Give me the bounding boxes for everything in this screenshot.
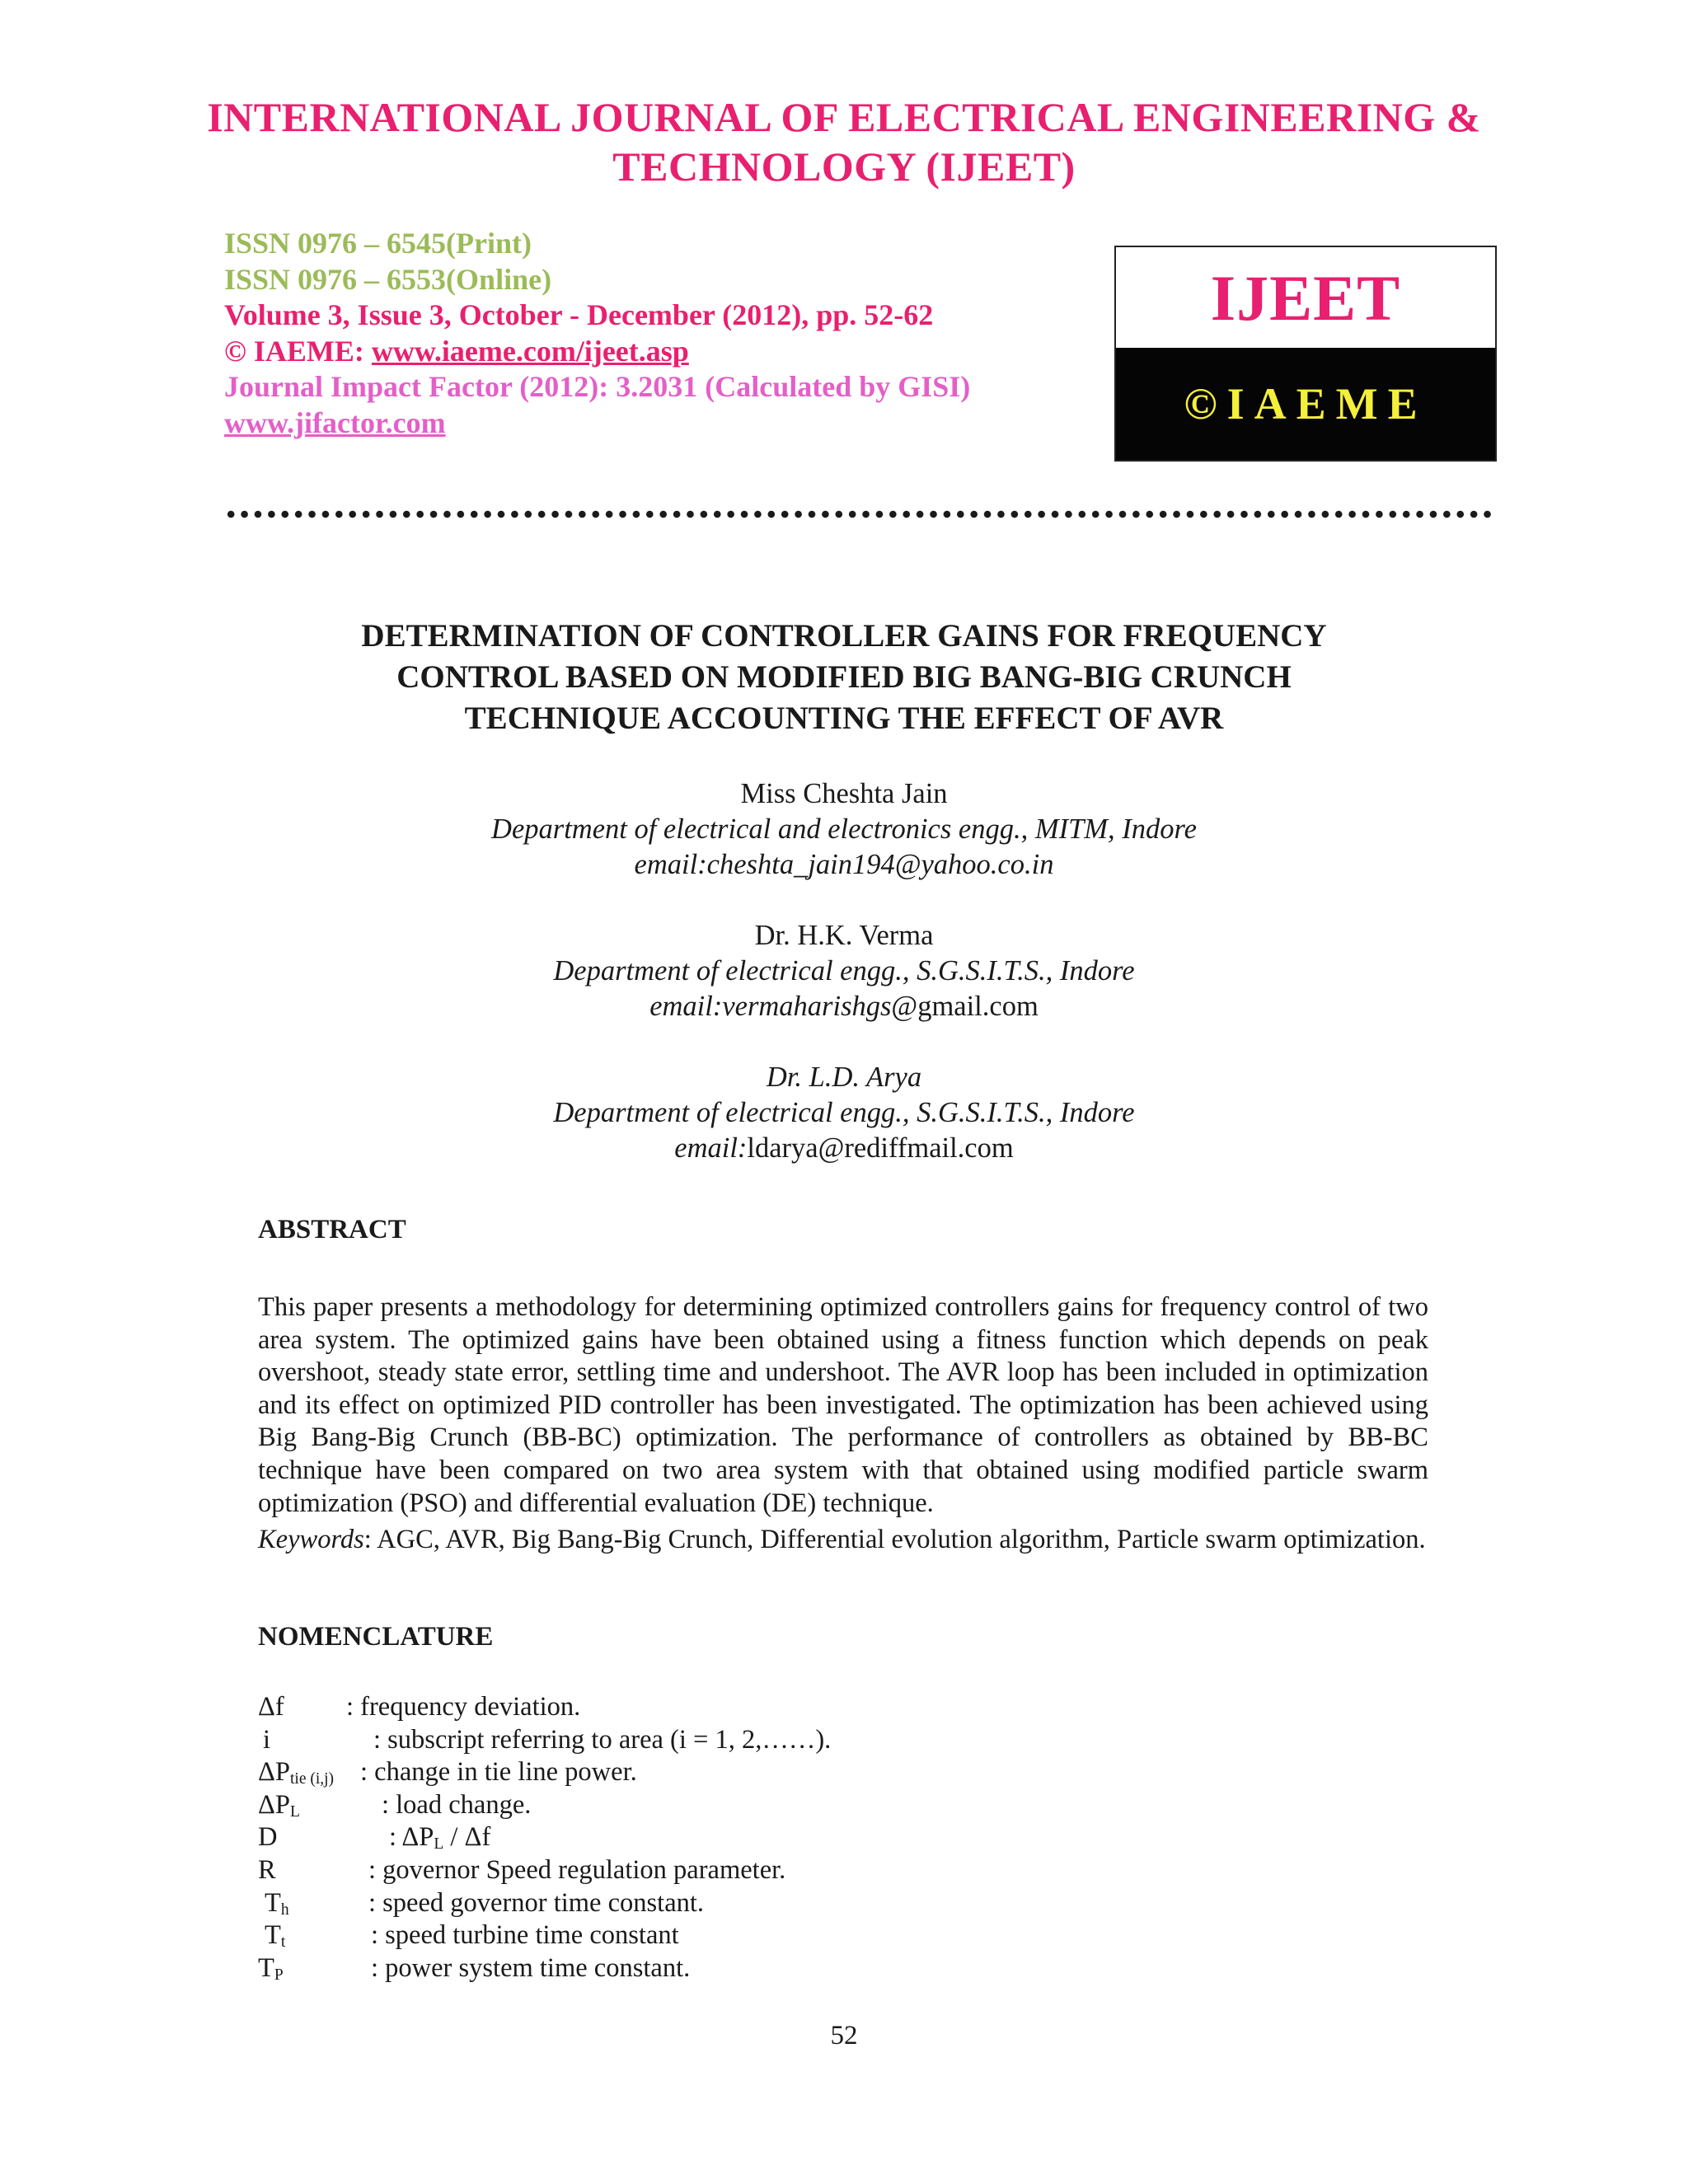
- journal-title-line1: INTERNATIONAL JOURNAL OF ELECTRICAL ENGINEERING &: [207, 94, 1481, 140]
- author-name: Miss Cheshta Jain: [740, 778, 948, 809]
- paper-title-line1: DETERMINATION OF CONTROLLER GAINS FOR FREQUENCY: [361, 618, 1327, 654]
- nomenclature-desc: : change in tie line power.: [360, 1757, 637, 1788]
- abstract-heading: ABSTRACT: [258, 1215, 406, 1244]
- nomenclature-desc: : load change.: [382, 1789, 532, 1820]
- author-name: Dr. L.D. Arya: [766, 1062, 922, 1093]
- abstract-text: This paper presents a methodology for determining optimized controllers gains for frequency control of two area system. The optimized gains have been obtained using a fitness function which depends on peak overshoot, steady state error, settling time and undershoot. The AVR loop has been included in optimization and its effect on optimized PID controller has been investigated. The optimization has been achieved using Big Bang-Big Crunch (BB-BC) optimization. The performance of controllers as obtained by BB-BC technique have been compared on two area system with that obtained using modified particle swarm optimization (PSO) and differential evaluation (DE) technique.: [258, 1292, 1428, 1518]
- authors-block: [0, 776, 1688, 1202]
- paper-title-line3: TECHNIQUE ACCOUNTING THE EFFECT OF AVR: [464, 701, 1224, 736]
- journal-meta: [224, 226, 970, 441]
- nomenclature-symbol: Δf: [258, 1692, 284, 1722]
- author-email: email:cheshta_jain194@yahoo.co.in: [634, 849, 1054, 880]
- issn-online: ISSN 0976 – 6553(Online): [224, 262, 552, 296]
- nomenclature-symbol: $T_P$: [258, 1952, 284, 1984]
- keywords-label: Keywords: [258, 1525, 364, 1554]
- jifactor-line: [224, 405, 970, 442]
- nomenclature-desc: : frequency deviation.: [346, 1692, 581, 1722]
- nomenclature-symbol: $\Delta P_L$: [258, 1789, 300, 1821]
- nomenclature-symbol: i: [263, 1724, 271, 1755]
- author-email: email:vermaharishgs@gmail.com: [649, 991, 1039, 1022]
- nomenclature-symbol: D: [258, 1822, 278, 1853]
- nomenclature-symbol: R: [258, 1854, 276, 1885]
- nomenclature-desc: : $\Delta P_L$ / Δf: [389, 1822, 491, 1854]
- nomenclature-symbol: $T_t$: [265, 1920, 286, 1952]
- author-3: [0, 1060, 1688, 1166]
- jifactor-link[interactable]: www.jifactor.com: [224, 405, 446, 439]
- author-name: Dr. H.K. Verma: [754, 920, 934, 951]
- nomenclature-symbol: $\Delta P_{tie (i,j)}$: [258, 1757, 335, 1788]
- keywords-text: : AGC, AVR, Big Bang-Big Crunch, Differential evolution algorithm, Particle swarm optimization.: [363, 1525, 1426, 1554]
- author-1: [0, 776, 1688, 883]
- keywords: [258, 1524, 1428, 1557]
- nomenclature-desc: : governor Speed regulation parameter.: [368, 1854, 786, 1885]
- nomenclature-desc: : speed governor time constant.: [368, 1887, 705, 1918]
- ijeet-logo: [1114, 246, 1497, 462]
- journal-url-link[interactable]: www.iaeme.com/ijeet.asp: [371, 334, 689, 368]
- author-email: email:ldarya@rediffmail.com: [674, 1132, 1014, 1164]
- volume-info: Volume 3, Issue 3, October - December (2012), pp. 52-62: [224, 298, 934, 331]
- issn-print: ISSN 0976 – 6545(Print): [224, 227, 532, 260]
- paper-title: [264, 616, 1424, 739]
- paper-title-line2: CONTROL BASED ON MODIFIED BIG BANG-BIG CRUNCH: [396, 659, 1292, 695]
- nomenclature-desc: : speed turbine time constant: [371, 1920, 679, 1951]
- dotted-divider: [224, 509, 1497, 519]
- author-dept: Department of electrical and electronics engg., MITM, Indore: [491, 813, 1197, 845]
- nomenclature-desc: : subscript referring to area (i = 1, 2,……).: [373, 1724, 832, 1755]
- nomenclature-symbol: $T_h$: [265, 1887, 289, 1919]
- nomenclature-desc: : power system time constant.: [371, 1952, 691, 1983]
- impact-factor: Journal Impact Factor (2012): 3.2031 (Calculated by GISI): [224, 370, 971, 403]
- author-2: [0, 918, 1688, 1024]
- journal-title: [148, 92, 1540, 191]
- logo-title: IJEET: [1210, 262, 1401, 334]
- page-number: 52: [830, 2021, 858, 2050]
- logo-publisher: ©IAEME: [1116, 348, 1495, 460]
- author-dept: Department of electrical engg., S.G.S.I.T.S., Indore: [553, 955, 1135, 987]
- journal-title-line2: TECHNOLOGY (IJEET): [612, 143, 1076, 190]
- copyright-line: © IAEME: www.iaeme.com/ijeet.asp: [224, 334, 689, 368]
- author-dept: Department of electrical engg., S.G.S.I.T.S., Indore: [553, 1097, 1135, 1128]
- nomenclature-heading: NOMENCLATURE: [258, 1622, 494, 1652]
